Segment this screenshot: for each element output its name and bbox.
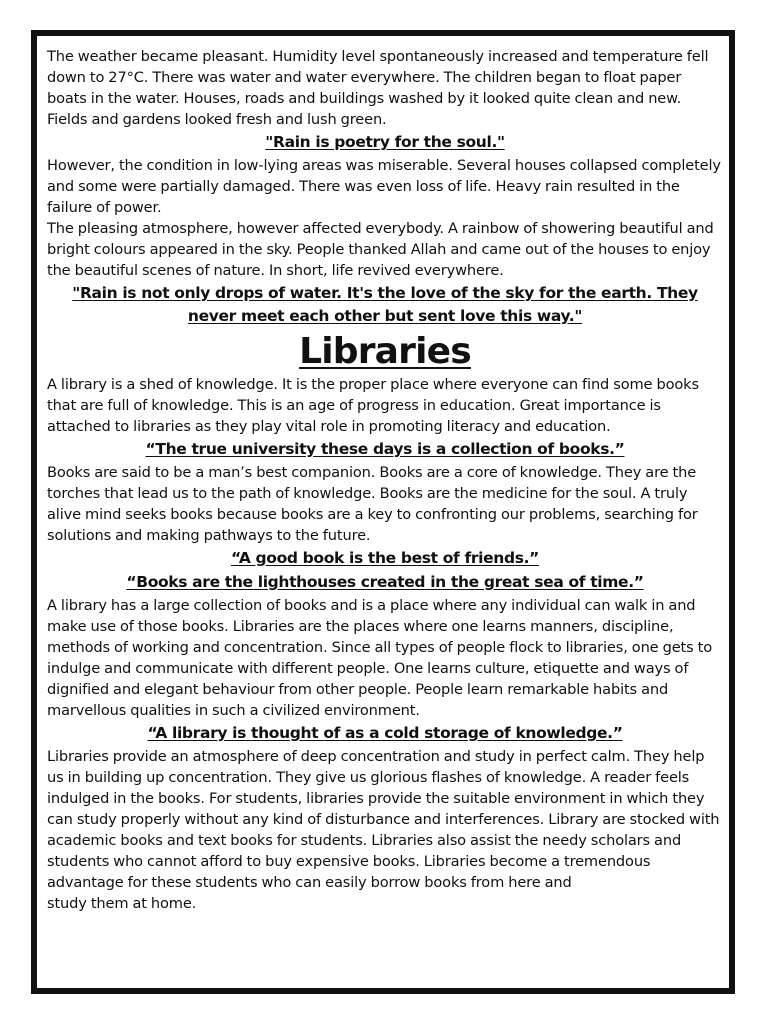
document-content xyxy=(47,46,723,914)
libraries-quote-4: “A library is thought of as a cold storage of knowledge.” xyxy=(147,724,623,742)
libraries-paragraph-5-line-1: advantage for these students who can easily borrow books from here and xyxy=(47,874,572,891)
libraries-paragraph-5-line-2: study them at home. xyxy=(47,895,197,912)
libraries-quote-3: “Books are the lighthouses created in the great sea of time.” xyxy=(126,573,644,591)
libraries-paragraph-2: Books are said to be a man’s best companion. Books are a core of knowledge. They are the torches that lead us to the path of knowledge. Books are the medicine for the soul. A truly alive mind seeks books because books are a key to confronting our problems, searching for solutions and making pathways to the future. xyxy=(47,464,698,544)
rain-paragraph-3: The pleasing atmosphere, however affected everybody. A rainbow of showering beautiful and bright colours appeared in the sky. People thanked Allah and came out of the houses to enjoy the beautiful scenes of nature. In short, life revived everywhere. xyxy=(47,220,714,279)
libraries-quote-1: “The true university these days is a collection of books.” xyxy=(145,440,625,458)
libraries-quote-2: “A good book is the best of friends.” xyxy=(231,549,539,567)
page-frame xyxy=(31,30,735,994)
rain-quote-2: "Rain is not only drops of water. It's the love of the sky for the earth. They never meet each other but sent love this way." xyxy=(72,284,698,325)
libraries-paragraph-1: A library is a shed of knowledge. It is the proper place where everyone can find some books that are full of knowledge. This is an age of progress in education. Great importance is attached to libraries as they play vital role in promoting literacy and education. xyxy=(47,376,699,435)
libraries-paragraph-4: Libraries provide an atmosphere of deep concentration and study in perfect calm. They help us in building up concentration. They give us glorious flashes of knowledge. A reader feels indulged in the books. For students, libraries provide the suitable environment in which they can study properly without any kind of disturbance and interferences. Library are stocked with academic books and text books for students. Libraries also assist the needy scholars and students who cannot afford to buy expensive books. Libraries become a tremendous xyxy=(47,748,720,870)
rain-paragraph-2: However, the condition in low-lying areas was miserable. Several houses collapsed completely and some were partially damaged. There was even loss of life. Heavy rain resulted in the failure of power. xyxy=(47,157,721,216)
page-title: Libraries xyxy=(299,331,471,372)
rain-paragraph-1: The weather became pleasant. Humidity level spontaneously increased and temperature fell down to 27°C. There was water and water everywhere. The children began to float paper boats in the water. Houses, roads and buildings washed by it looked quite clean and new. Fields and gardens looked fresh and lush green. xyxy=(47,48,709,128)
rain-quote-1: "Rain is poetry for the soul." xyxy=(265,133,505,151)
libraries-paragraph-3: A library has a large collection of books and is a place where any individual can walk in and make use of those books. Libraries are the places where one learns manners, discipline, methods of working and concentration. Since all types of people flock to libraries, one gets to indulge and communicate with different people. One learns culture, etiquette and ways of dignified and elegant behaviour from other people. People learn remarkable habits and marvellous qualities in such a civilized environment. xyxy=(47,597,712,719)
